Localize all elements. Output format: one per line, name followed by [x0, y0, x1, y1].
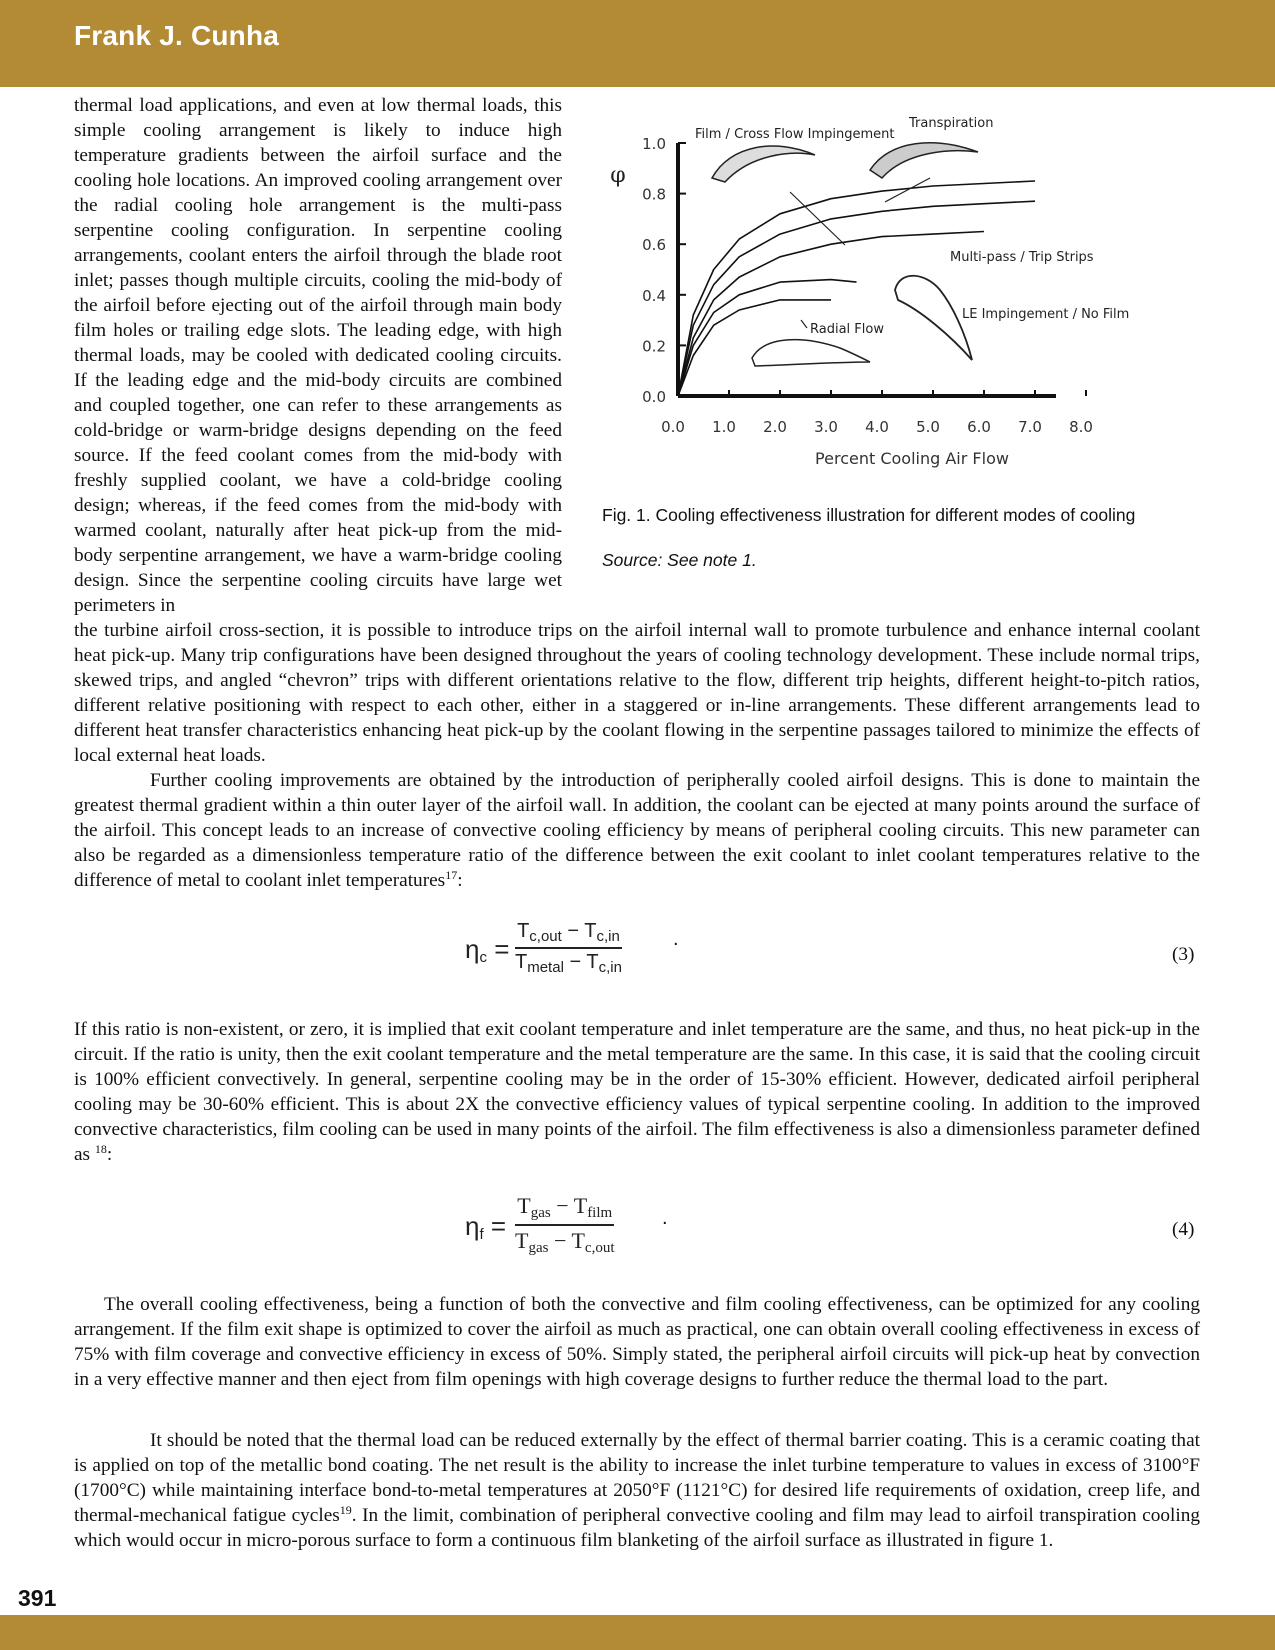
- series-line: [678, 181, 1035, 396]
- footnote-ref-19: 19: [339, 1503, 352, 1517]
- x-tick-label: 0.0: [661, 418, 685, 436]
- airfoil-radial-icon: [752, 340, 870, 366]
- y-tick-label: 1.0: [642, 135, 666, 153]
- paragraph-3-text: If this ratio is non-existent, or zero, it is implied that exit coolant temperature and inlet temperature are the same, and thus, no heat pick-up in the circuit. If the ratio is unity, then the exit coolant temperature and the metal temperature are the same. In this case, it is said that the cooling circuit is 100% efficient convectively. In general, serpentine cooling may be in the order of 15-30% efficient. However, dedicated airfoil peripheral cooling may be 30-60% efficient. This is about 2X the convective efficiency values of typical serpentine cooling. In addition to the improved convective characteristics, film cooling can be used in many points of the airfoil. The film effectiveness is also a dimensionless parameter defined as: [74, 1019, 1200, 1165]
- eq3-denominator: $T_{metal} - T_{c,in}$: [515, 950, 622, 976]
- paragraph-3: If this ratio is non-existent, or zero, it is implied that exit coolant temperature and inlet temperature are the same, and thus, no heat pick-up in the circuit. If the ratio is unity, then the exit coolant temperature and the metal temperature are the same. In this case, it is said that the cooling circuit is 100% efficient convectively. In general, serpentine cooling may be in the order of 15-30% efficient. However, dedicated airfoil peripheral cooling may be 30-60% efficient. This is about 2X the convective efficiency values of typical serpentine cooling. In addition to the improved convective characteristics, film cooling can be used in many points of the airfoil. The film effectiveness is also a dimensionless parameter defined as $^{18}$:: [74, 1019, 1200, 1165]
- airfoil-transpiration-icon: [870, 143, 978, 178]
- y-tick-label: 0.2: [642, 337, 666, 356]
- y-tick-label: 0.0: [642, 388, 666, 406]
- paragraph-5: [74, 1428, 1200, 1553]
- paragraph-2: Further cooling improvements are obtained by the introduction of peripherally cooled airfoil designs. This is done to maintain the greatest thermal gradient within a thin outer layer of the airfoil wall. In addition, the coolant can be ejected at many points around the surface of the airfoil. This concept leads to an increase of convective cooling efficiency by means of peripheral cooling circuits. This new parameter can also be regarded as a dimensionless temperature ratio of the difference between the exit coolant to inlet coolant temperatures relative to the difference of metal to coolant inlet temperatures$^{17}$:: [74, 770, 1200, 891]
- footnote-ref-18: 18: [94, 1142, 107, 1156]
- label-transpiration: Transpiration: [909, 116, 994, 131]
- series-line: [678, 201, 1035, 396]
- cooling-effectiveness-chart: [600, 100, 1200, 490]
- eq3-fraction: [515, 920, 622, 976]
- footnote-ref-17: 17: [445, 868, 458, 882]
- label-radial-flow: Radial Flow: [810, 322, 884, 337]
- header-band: [0, 0, 1275, 87]
- x-tick-label: 1.0: [712, 418, 736, 436]
- eq4-lhs: $\eta_f$ =: [465, 1211, 507, 1243]
- x-tick-label: 8.0: [1069, 418, 1093, 436]
- leader-radial: [801, 320, 807, 328]
- eq3-period: .: [673, 928, 679, 950]
- figure-1: [600, 100, 1200, 490]
- equation-3-number: (3): [1172, 944, 1195, 965]
- paragraph-5-text-a: It should be noted that the thermal load can be reduced externally by the effect of thermal barrier coating. This is a ceramic coating that is applied on top of the metallic bond coating. The net result is the ability to increase the inlet turbine temperature to values in excess of 3100°F (1700°C) while maintaining interface bond-to-metal temperatures at 2050°F (1121°C) for desired life requirements of oxidation, creep life, and thermal-mechanical fatigue cycles: [74, 1430, 1200, 1526]
- figure-source: Source: See note 1.: [602, 550, 757, 570]
- equation-4: [440, 1193, 720, 1263]
- y-axis-label: φ: [610, 163, 626, 188]
- x-tick-label: 7.0: [1018, 418, 1042, 436]
- label-film-cross-flow: Film / Cross Flow Impingement: [695, 127, 895, 142]
- y-tick-label: 0.6: [642, 236, 666, 255]
- airfoil-le-impingement-icon: [895, 276, 972, 360]
- eq3-fraction-bar: [515, 947, 622, 949]
- y-tick-label: 0.4: [642, 286, 666, 305]
- header-author: Frank J. Cunha: [74, 20, 280, 51]
- eq4-numerator: $T_{gas} - T_{film}$: [517, 1193, 613, 1221]
- paragraph-1-continued: the turbine airfoil cross-section, it is possible to introduce trips on the airfoil internal wall to promote turbulence and enhance internal coolant heat pick-up. Many trip configurations have been designed throughout the years of cooling technology development. These include normal trips, skewed trips, and angled “chevron” trips with different orientations relative to the flow, different trip heights, different height-to-pitch ratios, different relative positioning with respect to each other, either in a staggered or in-line arrangements. These different arrangements lead to different heat transfer characteristics enhancing heat pick-up by the coolant flowing in the serpentine passages tailored to minimize the effects of local external heat loads.: [74, 620, 1200, 766]
- x-tick-label: 2.0: [763, 418, 787, 436]
- paragraph-2-text: Further cooling improvements are obtained by the introduction of peripherally cooled airfoil designs. This is done to maintain the greatest thermal gradient within a thin outer layer of the airfoil wall. In addition, the coolant can be ejected at many points around the surface of the airfoil. This concept leads to an increase of convective cooling efficiency by means of peripheral cooling circuits. This new parameter can also be regarded as a dimensionless temperature ratio of the difference between the exit coolant to inlet coolant temperatures relative to the difference of metal to coolant inlet temperatures: [74, 770, 1200, 891]
- label-multi-pass: Multi-pass / Trip Strips: [950, 250, 1094, 265]
- x-tick-label: 3.0: [814, 418, 838, 436]
- label-le-impingement: LE Impingement / No Film: [962, 307, 1130, 322]
- equation-4-number: (4): [1172, 1219, 1195, 1240]
- figure-caption: Fig. 1. Cooling effectiveness illustration for different modes of cooling: [602, 505, 1136, 525]
- footer-band: [0, 1615, 1275, 1650]
- x-tick-label: 4.0: [865, 418, 889, 436]
- eq3-numerator: $T_{c,out} - T_{c,in}$: [517, 920, 620, 945]
- x-tick-label: 5.0: [916, 418, 940, 436]
- paragraph-4: The overall cooling effectiveness, being a function of both the convective and film cooling effectiveness, can be optimized for any cooling arrangement. If the film exit shape is optimized to cover the airfoil as much as practical, one can obtain overall cooling effectiveness in excess of 75% with film coverage and convective efficiency in excess of 50%. Simply stated, the peripheral airfoil circuits will pick-up heat by convection in a very effective manner and then eject from film openings with high coverage designs to further reduce the thermal load to the part.: [74, 1294, 1200, 1390]
- paragraph-1: thermal load applications, and even at low thermal loads, this simple cooling arrangement is likely to induce high temperature gradients between the airfoil surface and the cooling hole locations. An improved cooling arrangement over the radial cooling hole arrangement is the multi-pass serpentine cooling configuration. In serpentine cooling arrangements, coolant enters the airfoil through the blade root inlet; passes though multiple circuits, cooling the mid-body of the airfoil before ejecting out of the airfoil through main body film holes or trailing edge slots. The leading edge, with high thermal loads, may be cooled with dedicated cooling circuits. If the leading edge and the mid-body circuits are combined and coupled together, one can refer to these arrangements as cold-bridge or warm-bridge designs depending on the feed source. If the feed coolant comes from the mid-body with freshly supplied coolant, we have a cold-bridge cooling design; whereas, if the feed comes from the mid-body with warmed coolant, naturally after heat pick-up from the mid-body serpentine arrangement, we have a warm-bridge cooling design. Since the serpentine cooling circuits have large wet perimeters in: [74, 95, 562, 616]
- eq4-period: .: [662, 1207, 668, 1229]
- equation-3: [440, 920, 720, 990]
- airfoil-film-icon: [712, 146, 815, 182]
- eq4-denominator: $T_{gas} - T_{c,out}$: [515, 1227, 615, 1256]
- eq3-lhs: $\eta_c$ =: [465, 934, 510, 966]
- page-number: 391: [18, 1585, 57, 1611]
- eq4-fraction: [515, 1193, 614, 1257]
- x-tick-label: 6.0: [967, 418, 991, 436]
- eq4-fraction-bar: [515, 1224, 614, 1226]
- y-tick-label: 0.8: [642, 185, 666, 204]
- x-axis-label: Percent Cooling Air Flow: [815, 449, 1009, 468]
- paragraph-5-text-b: . In the limit, combination of peripheral convective cooling and film may lead to airfoil transpiration cooling which would occur in micro-porous surface to form a continuous film blanketing of the airfoil surface as illustrated in figure 1.: [74, 1505, 1200, 1551]
